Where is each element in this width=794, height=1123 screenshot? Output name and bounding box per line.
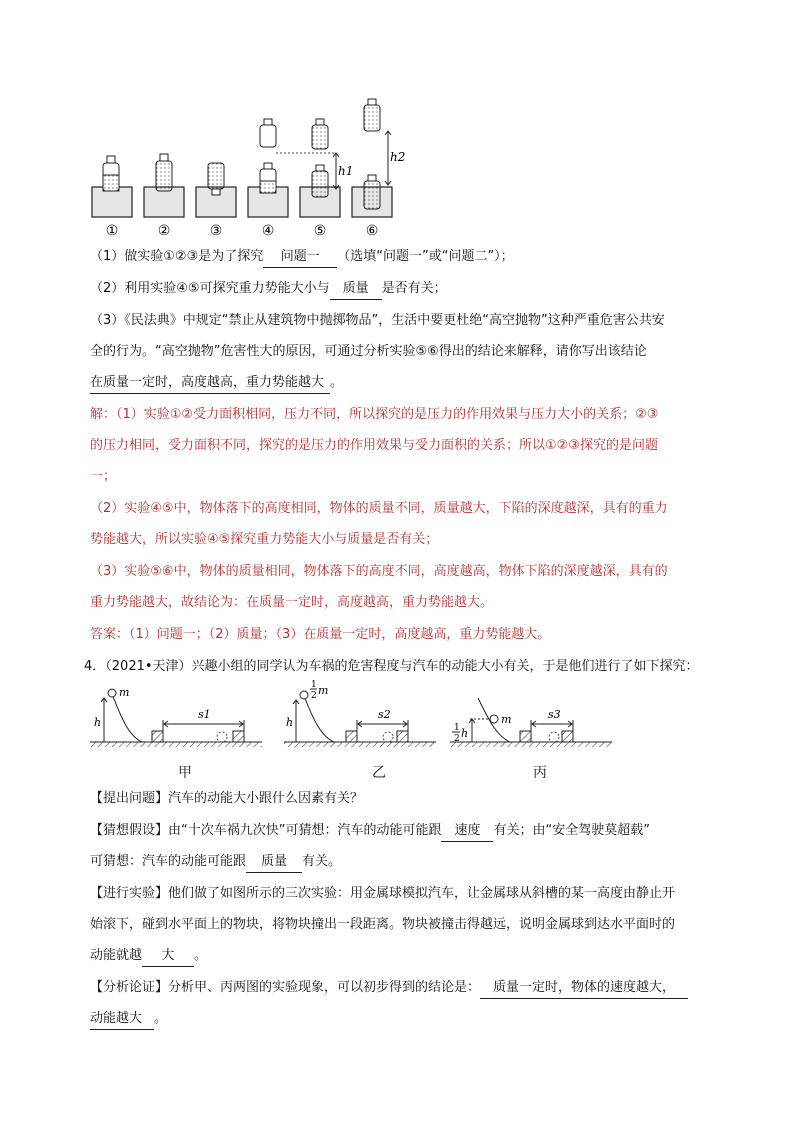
q4-answer-conclusion-1: 质量一定时，物体的速度越大， [480,978,688,999]
block-bing-end [562,731,573,742]
svg-text:m: m [119,686,130,699]
svg-text:m: m [318,684,329,697]
svg-text:2: 2 [454,734,460,744]
bottle-5-bottom [312,165,328,197]
svg-text:m: m [501,713,512,726]
q4-analysis-line1: 【分析论证】分析甲、丙两图的实验现象，可以初步得到的结论是： 质量一定时，物体的速度越大， [90,978,688,999]
svg-text:h: h [461,727,469,740]
solution-1-line1: 解：（1）实验①②受力面积相同，压力不同，所以探究的是压力的作用效果与压力大小的关系；②③ [90,407,659,422]
caption-jia: 甲 [178,765,192,781]
q4-analysis-line2: 动能越大 。 [90,1009,167,1030]
label-1: ① [105,223,119,239]
ball-bing [490,715,498,723]
block-jia-end [233,731,244,742]
solution-1-line3: 一； [90,469,117,484]
q4-answer-mass: 质量 [246,852,302,873]
q4-intro: 4．（2021•天津）兴趣小组的同学认为车祸的危害程度与汽车的动能大小有关，于是他们进行了如下探究： [84,659,699,674]
ball-yi [300,691,308,699]
q3-part1: （1）做实验①②③是为了探究 问题一 （选填“问题一”或“问题二”）； [90,247,514,268]
q4-experiment-line1: 【进行实验】他们做了如图所示的三次实验：用金属球模拟汽车，让金属球从斜槽的某一高度由静止开 [90,886,676,901]
caption-yi: 乙 [372,765,386,781]
bottle-1 [103,156,119,191]
q4-experiment-line3: 动能就越 大 。 [90,946,207,967]
svg-text:1: 1 [454,723,460,733]
block-jia-start [152,731,163,742]
h1-label: h1 [338,164,354,178]
q4-question: 【提出问题】汽车的动能大小跟什么因素有关？ [90,791,364,806]
q3-part2: （2）利用实验④⑤可探究重力势能大小与 质量 是否有关； [90,279,447,300]
bottle-6-top [364,99,380,131]
caption-bing: 丙 [533,765,547,781]
block-yi-start [346,731,357,742]
q4-experiment-line2: 始滚下，碰到水平面上的物块，将物块撞出一段距离。物块被撞击得越远，说明金属球到达水平面时的 [90,917,676,932]
solution-1-line2: 的压力相同，受力面积不同，探究的是压力的作用效果与受力面积的关系；所以①②③探究的是问题 [90,438,658,453]
solution-3-line2: 重力势能越大，故结论为：在质量一定时，高度越高，重力势能越大。 [90,595,494,610]
svg-text:s2: s2 [378,708,391,721]
svg-text:s1: s1 [198,708,211,721]
label-4: ④ [261,223,275,239]
q3-part3-line3: 在质量一定时，高度越高，重力势能越大 。 [90,373,343,394]
svg-text:s3: s3 [548,708,561,721]
q3-part3-line1: （3）《民法典》中规定“禁止从建筑物中抛掷物品”，生活中要更杜绝“高空抛物”这种严重危害公共安 [90,313,665,328]
label-6: ⑥ [365,223,379,239]
top-figure [88,95,408,240]
q4-answer-larger: 大 [142,946,194,967]
solution-3-line1: （3）实验⑤⑥中，物体的质量相同，物体落下的高度不同，高度越高，物体下陷的深度越深，具有的 [90,564,668,579]
q4-answer-conclusion-2: 动能越大 [90,1009,154,1030]
q3-answer-1: 问题一 [263,247,337,268]
svg-text:h: h [94,716,102,729]
svg-text:2: 2 [311,691,317,701]
q4-hypothesis-line2: 可猜想：汽车的动能可能跟 质量 有关。 [90,852,341,873]
solution-2-line1: （2）实验④⑤中，物体落下的高度相同，物体的质量不同，质量越大，下陷的深度越深，具有的重力 [90,501,668,516]
label-5: ⑤ [313,223,327,239]
block-bing-start [520,731,531,742]
ball-jia [108,689,116,697]
svg-text:h: h [286,716,294,729]
figure-jia [90,684,265,754]
figure-yi [284,680,439,754]
q4-answer-speed: 速度 [441,821,493,842]
q4-hypothesis-line1: 【猜想假设】由“十次车祸九次快”可猜想：汽车的动能可能跟 速度 有关；由“安全驾驶莫超载” [90,821,650,842]
container-boxes [92,187,392,217]
q3-answer-3: 在质量一定时，高度越高，重力势能越大 [90,373,330,394]
label-3: ③ [209,223,223,239]
bottle-5-top [312,119,328,149]
h2-label: h2 [390,150,406,164]
bottle-6-bottom [364,175,380,209]
figure-bing [450,684,615,754]
q3-answer-2: 质量 [330,279,382,300]
bottle-4-top [260,119,276,147]
svg-text:1: 1 [311,680,317,690]
solution-2-line2: 势能越大，所以实验④⑤探究重力势能大小与质量是否有关； [90,532,439,547]
block-yi-end [397,731,408,742]
bottle-4-bottom [260,163,276,193]
q3-part3-line2: 全的行为。“高空抛物”危害性大的原因，可通过分析实验⑤⑥得出的结论来解释，请你写出该结论 [90,344,647,359]
label-2: ② [157,223,171,239]
answer-line: 答案：（1）问题一；（2）质量；（3）在质量一定时，高度越高，重力势能越大。 [90,627,551,642]
bottle-2 [156,154,172,191]
